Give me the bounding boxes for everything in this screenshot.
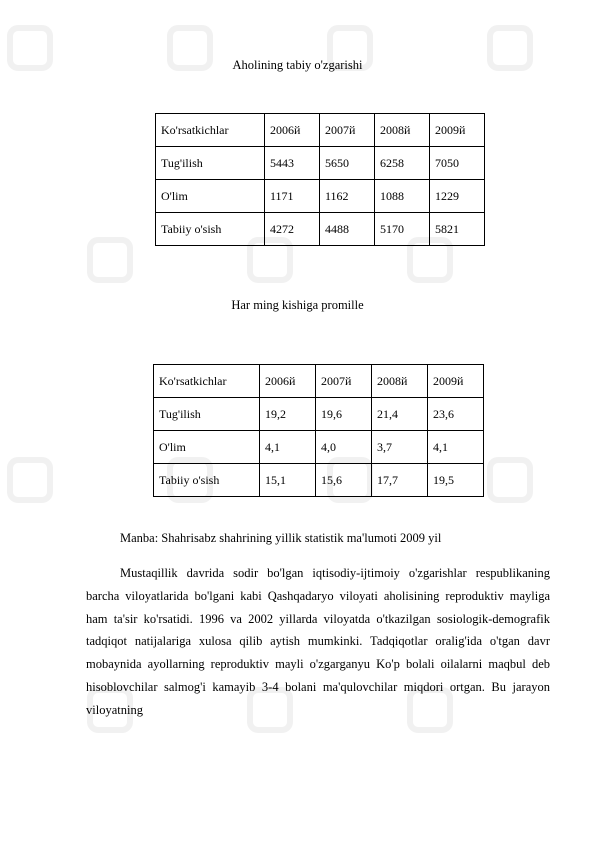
table-cell: 4488 <box>320 213 375 246</box>
header-cell: 2008й <box>372 365 428 398</box>
table-row <box>154 398 484 431</box>
table-cell: 1171 <box>265 180 320 213</box>
header-cell: 2006й <box>265 114 320 147</box>
table-cell: 1088 <box>375 180 430 213</box>
source-note: Manba: Shahrisabz shahrining yillik statistik ma'lumoti 2009 yil <box>120 531 442 545</box>
table-cell: 4272 <box>265 213 320 246</box>
table-cell: Tabiiy o'sish <box>154 464 260 497</box>
header-cell: 2008й <box>375 114 430 147</box>
table-cell: 7050 <box>430 147 485 180</box>
header-cell: Ko'rsatkichlar <box>154 365 260 398</box>
table-cell: 19,2 <box>260 398 316 431</box>
header-cell: 2007й <box>320 114 375 147</box>
table-cell: 1229 <box>430 180 485 213</box>
header-cell: 2009й <box>428 365 484 398</box>
table-cell: 5170 <box>375 213 430 246</box>
natural-change-table <box>155 113 485 246</box>
table-cell: 19,6 <box>316 398 372 431</box>
header-cell: Ko'rsatkichlar <box>156 114 265 147</box>
table-cell: 23,6 <box>428 398 484 431</box>
header-cell: 2006й <box>260 365 316 398</box>
table-cell: O'lim <box>156 180 265 213</box>
table1-title: Aholining tabiy o'zgarishi <box>232 58 363 72</box>
table-header-row <box>156 114 485 147</box>
table-header-row <box>154 365 484 398</box>
table-cell: Tabiiy o'sish <box>156 213 265 246</box>
table-cell: 3,7 <box>372 431 428 464</box>
header-cell: 2007й <box>316 365 372 398</box>
table-cell: 4,0 <box>316 431 372 464</box>
table-cell: 15,1 <box>260 464 316 497</box>
table2-title: Har ming kishiga promille <box>231 298 364 312</box>
per-mille-table <box>153 364 484 497</box>
table-cell: 4,1 <box>428 431 484 464</box>
table-cell: 5650 <box>320 147 375 180</box>
table-row <box>156 147 485 180</box>
header-cell: 2009й <box>430 114 485 147</box>
table-cell: 17,7 <box>372 464 428 497</box>
table-cell: 15,6 <box>316 464 372 497</box>
table-cell: Tug'ilish <box>154 398 260 431</box>
table-row <box>156 180 485 213</box>
table-cell: 4,1 <box>260 431 316 464</box>
table-cell: 5821 <box>430 213 485 246</box>
table-cell: 5443 <box>265 147 320 180</box>
table-cell: 6258 <box>375 147 430 180</box>
table-row <box>156 213 485 246</box>
table-cell: Tug'ilish <box>156 147 265 180</box>
table-cell: O'lim <box>154 431 260 464</box>
table-row <box>154 464 484 497</box>
body-paragraph: Mustaqillik davrida sodir bo'lgan iqtisodiy-ijtimoiy o'zgarishlar respublikaning barcha viloyatlarida bo'lgani kabi Qashqadaryo viloyati aholisining reproduktiv mayliga ham ta'sir ko'rsatidi. 1996 va 2002 yillarda viloyatda o'tkazilgan sosiologik-demografik tadqiqot natijalariga xulosa qilib aytish mumkinki. Tadqiqotlar oralig'ida o'tgan davr mobaynida ayollarning reproduktiv mayli o'zgarganyu Ko'p bolali oilalarni maqbul deb hisoblovchilar salmog'i kamayib 3-4 bolani ma'qulovchilar miqdori ortgan. Bu jarayon viloyatning <box>86 566 550 717</box>
table-cell: 21,4 <box>372 398 428 431</box>
table-cell: 1162 <box>320 180 375 213</box>
table-row <box>154 431 484 464</box>
table-cell: 19,5 <box>428 464 484 497</box>
